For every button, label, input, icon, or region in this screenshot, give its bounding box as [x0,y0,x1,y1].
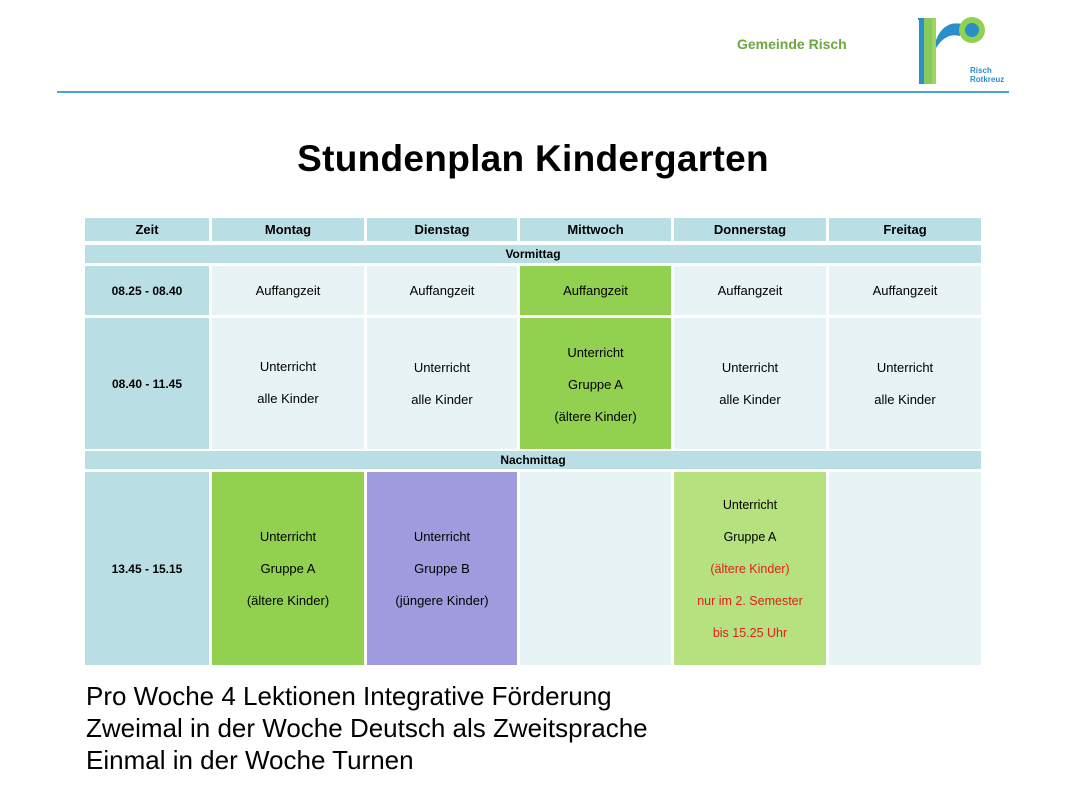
cell-note-line: nur im 2. Semester [697,593,803,608]
schedule-cell-friday-early [829,266,981,315]
cell-line: Unterricht [413,528,471,544]
cell-line: (ältere Kinder) [554,408,637,424]
time-cell: 08.40 - 11.45 [85,318,209,449]
schedule-cell-wednesday-afternoon [520,472,671,665]
schedule-cell-friday-afternoon [829,472,981,665]
column-header-mittwoch: Mittwoch [520,218,671,241]
schedule-cell-thursday-morning [674,318,826,449]
cell-line: Gruppe A [260,560,316,576]
schedule-cell-thursday-early [674,266,826,315]
organization-name: Gemeinde Risch [737,36,847,52]
cell-line: Unterricht [413,359,471,375]
column-header-freitag: Freitag [829,218,981,241]
column-header-montag: Montag [212,218,364,241]
cell-line: Auffangzeit [255,282,321,298]
time-cell: 08.25 - 08.40 [85,266,209,315]
logo-caption-line2: Rotkreuz [970,75,1005,84]
cell-line: alle Kinder [719,391,781,407]
cell-line: alle Kinder [874,391,936,407]
schedule-cell-tuesday-morning [367,318,517,449]
section-header-vormittag: Vormittag [85,245,981,263]
cell-line: Unterricht [259,528,317,544]
schedule-cell-wednesday-early [520,266,671,315]
schedule-cell-wednesday-morning [520,318,671,449]
logo-caption-line1: Risch [970,66,992,75]
cell-note-line: (ältere Kinder) [710,561,790,576]
cell-line: alle Kinder [257,390,319,406]
cell-line: Auffangzeit [717,282,783,298]
column-header-zeit: Zeit [85,218,209,241]
footer-notes [86,680,648,776]
time-cell: 13.45 - 15.15 [85,472,209,665]
cell-line: Unterricht [259,358,317,374]
cell-line: Gruppe A [568,376,623,392]
cell-line: Auffangzeit [563,282,628,298]
header-divider [57,91,1009,93]
cell-line: Unterricht [567,344,624,360]
cell-line: (jüngere Kinder) [395,592,489,608]
cell-line: Unterricht [722,497,778,512]
cell-line: (ältere Kinder) [246,592,330,608]
cell-line: Unterricht [876,359,934,375]
schedule-cell-friday-morning [829,318,981,449]
cell-line: Auffangzeit [409,282,475,298]
schedule-cell-monday-early [212,266,364,315]
cell-line: alle Kinder [411,391,473,407]
page-title: Stundenplan Kindergarten [297,138,769,179]
section-header-nachmittag: Nachmittag [85,451,981,469]
cell-line: Auffangzeit [872,282,938,298]
column-header-donnerstag: Donnerstag [674,218,826,241]
cell-line: Gruppe B [414,560,470,576]
column-header-dienstag: Dienstag [367,218,517,241]
cell-line: Unterricht [721,359,779,375]
cell-line: Gruppe A [723,529,777,544]
cell-note-line: bis 15.25 Uhr [712,625,788,640]
schedule-cell-monday-afternoon [212,472,364,665]
schedule-cell-thursday-afternoon [674,472,826,665]
footer-line: Einmal in der Woche Turnen [86,745,414,775]
footer-line: Pro Woche 4 Lektionen Integrative Förderung [86,681,612,711]
schedule-cell-monday-morning [212,318,364,449]
schedule-cell-tuesday-afternoon [367,472,517,665]
logo-caption [970,66,1004,84]
footer-line: Zweimal in der Woche Deutsch als Zweitsprache [86,713,648,743]
schedule-cell-tuesday-early [367,266,517,315]
